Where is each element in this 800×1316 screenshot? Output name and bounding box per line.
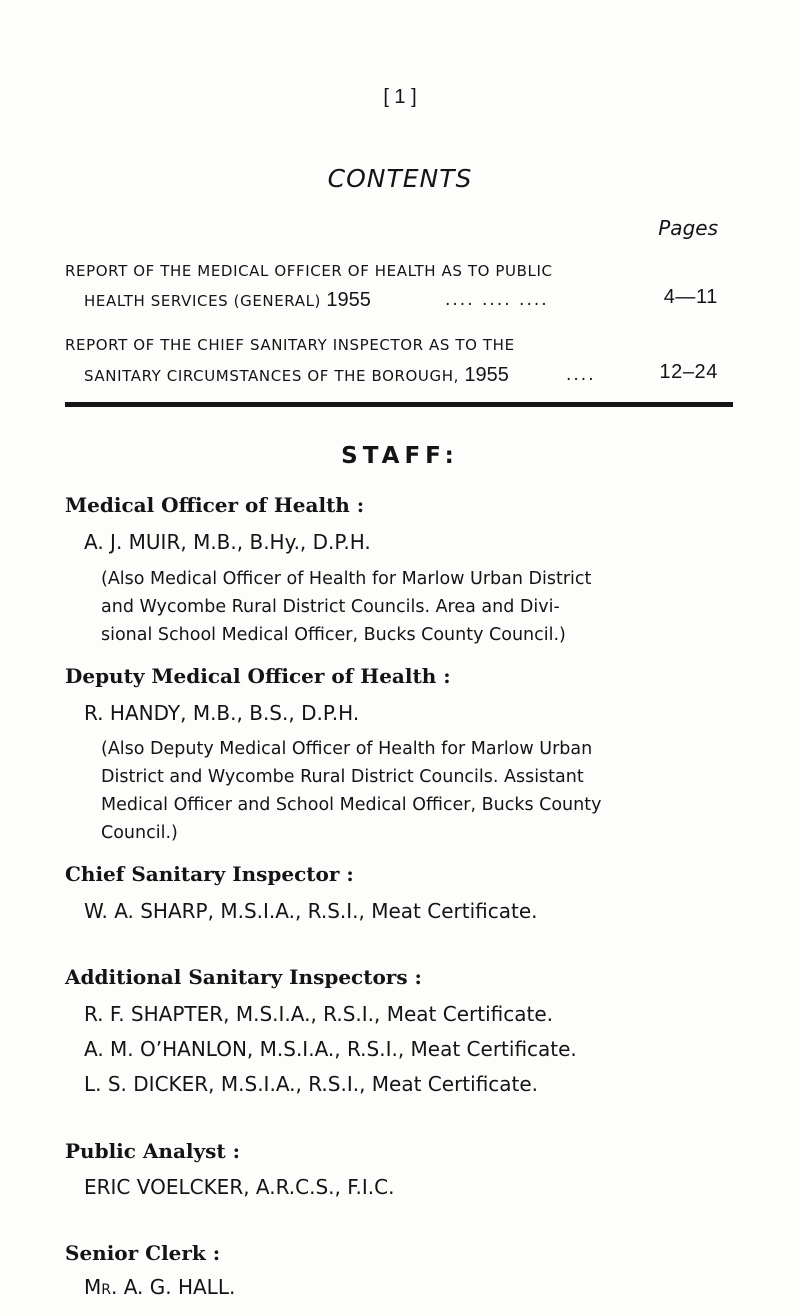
staff-note-line: Council.) xyxy=(101,823,178,843)
toc-entry-text: SANITARY CIRCUMSTANCES OF THE BOROUGH, xyxy=(84,367,459,385)
section-divider xyxy=(65,402,733,407)
dot-leader: .... xyxy=(566,365,596,385)
staff-note-line: District and Wycombe Rural District Councils. Assistant xyxy=(101,767,584,787)
page-number: [ 1 ] xyxy=(383,86,417,108)
toc-entry-pages: 12–24 xyxy=(659,361,718,383)
staff-member-name: R. HANDY, M.B., B.S., D.P.H. xyxy=(84,701,360,725)
staff-note-line: sional School Medical Officer, Bucks County Council.) xyxy=(101,625,566,645)
staff-note xyxy=(101,735,741,847)
pages-column-header: Pages xyxy=(658,216,718,240)
staff-role-heading: Senior Clerk : xyxy=(65,1241,221,1265)
staff-member-name: R. F. SHAPTER, M.S.I.A., R.S.I., Meat Certificate. xyxy=(84,1002,553,1026)
staff-note-line: Medical Officer and School Medical Officer, Bucks County xyxy=(101,795,602,815)
staff-role-heading: Additional Sanitary Inspectors : xyxy=(65,965,422,989)
staff-member-name: ERIC VOELCKER, A.R.C.S., F.I.C. xyxy=(84,1175,395,1199)
staff-member-name: Mr. A. G. HALL. xyxy=(84,1275,236,1299)
staff-member-name: A. J. MUIR, M.B., B.Hy., D.P.H. xyxy=(84,530,371,554)
staff-note-line: and Wycombe Rural District Councils. Area and Divi- xyxy=(101,597,560,617)
staff-role-heading: Medical Officer of Health : xyxy=(65,493,365,517)
staff-member-name: L. S. DICKER, M.S.I.A., R.S.I., Meat Certificate. xyxy=(84,1072,539,1096)
staff-title: STAFF: xyxy=(341,443,459,469)
staff-member-name: W. A. SHARP, M.S.I.A., R.S.I., Meat Certificate. xyxy=(84,899,538,923)
toc-entry-line xyxy=(84,364,509,387)
staff-role-heading: Chief Sanitary Inspector : xyxy=(65,862,354,886)
staff-role-heading: Public Analyst : xyxy=(65,1139,240,1163)
toc-entry-text: HEALTH SERVICES (GENERAL) xyxy=(84,292,321,310)
toc-entry-pages: 4—11 xyxy=(663,286,718,308)
dot-leader: .... .... .... xyxy=(445,290,549,310)
toc-entry-year: 1955 xyxy=(464,364,509,386)
staff-note xyxy=(101,565,741,649)
staff-role-heading: Deputy Medical Officer of Health : xyxy=(65,664,451,688)
staff-note-line: (Also Medical Officer of Health for Marlow Urban District xyxy=(101,569,592,589)
staff-note-line: (Also Deputy Medical Officer of Health for Marlow Urban xyxy=(101,739,593,759)
toc-entry-line: REPORT OF THE CHIEF SANITARY INSPECTOR AS TO THE xyxy=(65,336,515,354)
toc-entry-line xyxy=(84,289,371,312)
toc-entry-year: 1955 xyxy=(326,289,371,311)
toc-entry-line: REPORT OF THE MEDICAL OFFICER OF HEALTH AS TO PUBLIC xyxy=(65,262,553,280)
contents-title: CONTENTS xyxy=(327,164,473,193)
staff-member-name: A. M. O’HANLON, M.S.I.A., R.S.I., Meat Certificate. xyxy=(84,1037,577,1061)
